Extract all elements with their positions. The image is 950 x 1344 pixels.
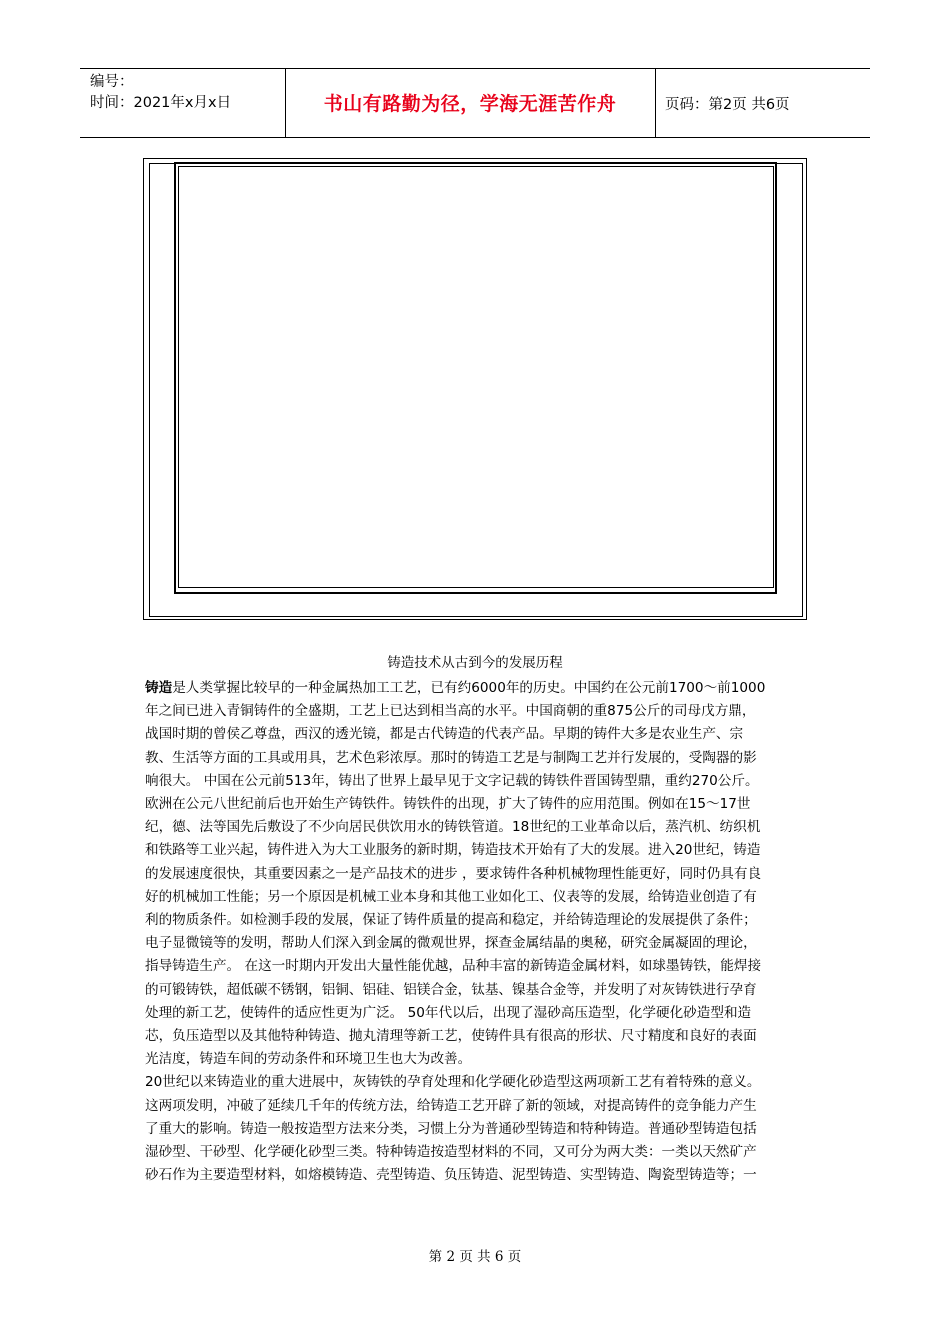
header-page-info: 页码：第2页 共6页 bbox=[665, 97, 790, 113]
paragraph-line: 这两项发明，冲破了延续几千年的传统方法，给铸造工艺开辟了新的领域，对提高铸件的竞争能力产生 bbox=[145, 1097, 757, 1114]
image-placeholder-inner-border bbox=[178, 166, 774, 588]
paragraph-line: 好的机械加工性能；另一个原因是机械工业本身和其他工业如化工、仪表等的发展，给铸造业创造了有 bbox=[145, 888, 757, 905]
paragraph-line: 芯，负压造型以及其他特种铸造、抛丸清理等新工艺，使铸件具有很高的形状、尺寸精度和良好的表面 bbox=[145, 1028, 757, 1045]
paragraph-line: 20世纪以来铸造业的重大进展中，灰铸铁的孕育处理和化学硬化砂造型这两项新工艺有着特殊的意义。 bbox=[145, 1074, 761, 1091]
paragraph-line: 的发展速度很快，其重要因素之一是产品技术的进步 ，要求铸件各种机械物理性能更好，同时仍具有良 bbox=[145, 865, 762, 882]
article-title: 铸造技术从古到今的发展历程 bbox=[387, 655, 563, 671]
paragraph-line: 光洁度，铸造车间的劳动条件和环境卫生也大为改善。 bbox=[145, 1051, 472, 1068]
paragraph-line: 砂石作为主要造型材料，如熔模铸造、壳型铸造、负压铸造、泥型铸造、实型铸造、陶瓷型铸造等；一 bbox=[145, 1167, 757, 1184]
paragraph-1 bbox=[145, 677, 810, 1071]
paragraph-line: 和铁路等工业兴起，铸件进入为大工业服务的新时期，铸造技术开始有了大的发展。进入20世纪，铸造 bbox=[145, 842, 761, 859]
paragraph-1-line-1 bbox=[145, 680, 765, 696]
header-date-label: 时间：2021年x月x日 bbox=[90, 95, 232, 111]
lead-term: 铸造 bbox=[145, 680, 173, 696]
page-header bbox=[80, 68, 870, 138]
page-footer: 第 2 页 共 6 页 bbox=[428, 1249, 522, 1265]
paragraph-line: 响很大。 中国在公元前513年，铸出了世界上最早见于文字记载的铸铁件晋国铸型鼎，重约270公斤。 bbox=[145, 772, 759, 789]
paragraph-line: 湿砂型、干砂型、化学硬化砂型三类。特种铸造按造型材料的不同，又可分为两大类：一类以天然矿产 bbox=[145, 1144, 757, 1161]
header-divider-right bbox=[655, 69, 656, 137]
header-number-label: 编号： bbox=[90, 74, 134, 90]
paragraph-line: 战国时期的曾侯乙尊盘，西汉的透光镜，都是古代铸造的代表产品。早期的铸件大多是农业生产、宗 bbox=[145, 726, 744, 743]
header-meta bbox=[90, 72, 231, 114]
paragraph-line: 利的物质条件。如检测手段的发展，保证了铸件质量的提高和稳定，并给铸造理论的发展提供了条件； bbox=[145, 912, 757, 929]
paragraph-line: 年之间已进入青铜铸件的全盛期，工艺上已达到相当高的水平。中国商朝的重875公斤的司母戊方鼎， bbox=[145, 703, 756, 720]
header-motto: 书山有路勤为径，学海无涯苦作舟 bbox=[323, 93, 617, 115]
paragraph-line: 欧洲在公元八世纪前后也开始生产铸铁件。铸铁件的出现，扩大了铸件的应用范围。例如在15～17世 bbox=[145, 796, 751, 813]
paragraph-1-line-1-text: 是人类掌握比较早的一种金属热加工工艺，已有约6000年的历史。中国约在公元前1700～前1000 bbox=[172, 680, 766, 696]
paragraph-line: 教、生活等方面的工具或用具，艺术色彩浓厚。那时的铸造工艺是与制陶工艺并行发展的，受陶器的影 bbox=[145, 749, 757, 766]
paragraph-line: 纪，德、法等国先后敷设了不少向居民供饮用水的铸铁管道。18世纪的工业革命以后，蒸汽机、纺织机 bbox=[145, 819, 761, 836]
paragraph-line: 了重大的影响。铸造一般按造型方法来分类，习惯上分为普通砂型铸造和特种铸造。普通砂型铸造包括 bbox=[145, 1120, 757, 1137]
paragraph-2 bbox=[145, 1071, 810, 1187]
paragraph-line: 的可锻铸铁，超低碳不锈钢，铝铜、铝硅、铝镁合金，钛基、镍基合金等，并发明了对灰铸铁进行孕育 bbox=[145, 981, 757, 998]
paragraph-line: 电子显微镜等的发明，帮助人们深入到金属的微观世界，探查金属结晶的奥秘，研究金属凝固的理论， bbox=[145, 935, 757, 952]
article-body bbox=[145, 677, 810, 1187]
paragraph-line: 处理的新工艺，使铸件的适应性更为广泛。 50年代以后，出现了湿砂高压造型，化学硬化砂造型和造 bbox=[145, 1004, 752, 1021]
paragraph-line: 指导铸造生产。 在这一时期内开发出大量性能优越，品种丰富的新铸造金属材料，如球墨铸铁，能焊接 bbox=[145, 958, 762, 975]
